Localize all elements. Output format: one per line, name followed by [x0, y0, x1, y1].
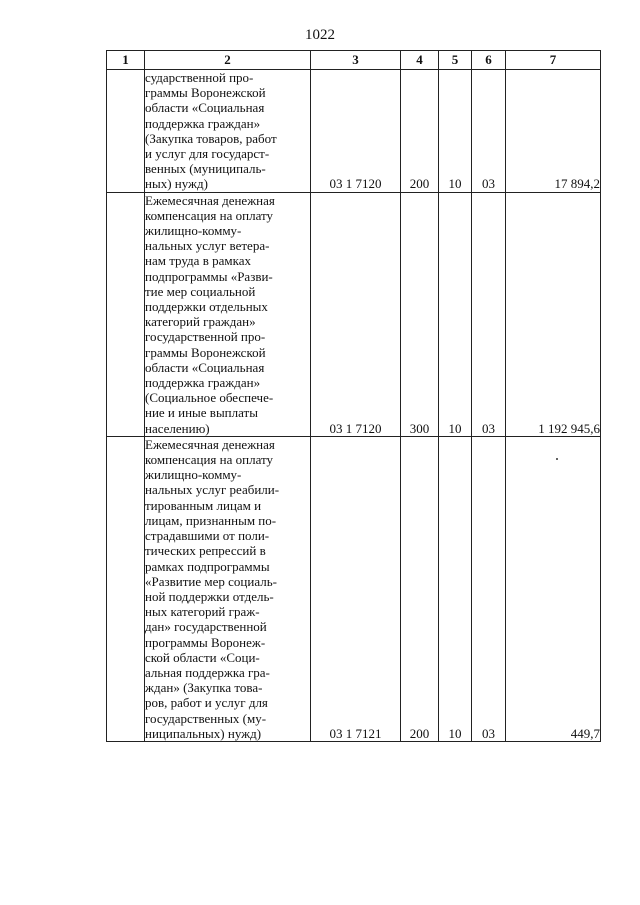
page-number: 1022 — [305, 27, 335, 43]
header-col-5: 5 — [439, 51, 472, 70]
description-line: ние и иные выплаты — [145, 405, 258, 421]
description-line: ров, работ и услуг для — [145, 695, 268, 711]
description-line: сударственной про- — [145, 70, 254, 85]
row-number-cell — [107, 436, 145, 741]
description-cell — [145, 436, 311, 741]
description-line: ных категорий граж- — [145, 604, 260, 620]
header-col-4: 4 — [401, 51, 439, 70]
description-line: альная поддержка гра- — [145, 664, 270, 680]
subsection-cell: 03 — [472, 70, 506, 193]
description-line: нальных услуг ветера- — [145, 238, 270, 254]
description-line: поддержки отдельных — [145, 299, 268, 315]
description-line: компенсация на оплату — [145, 207, 274, 223]
description-line: поддержка граждан» — [145, 115, 261, 131]
description-line: Ежемесячная денежная — [145, 192, 275, 208]
description-line: категорий граждан» — [145, 314, 256, 330]
amount-cell: 1 192 945,6 — [506, 192, 601, 436]
description-line: венных (муниципаль- — [145, 161, 266, 177]
description-line: тированным лицам и — [145, 497, 262, 513]
description-line: (Закупка товаров, работ — [145, 130, 277, 146]
program-code-cell: 03 1 7120 — [311, 70, 401, 193]
table-body — [107, 70, 601, 742]
budget-table — [106, 50, 601, 742]
description-cell — [145, 192, 311, 436]
description-line: лицам, признанным по- — [145, 512, 277, 528]
description-line: жилищно-комму- — [145, 467, 242, 483]
description-line: страдавшими от поли- — [145, 528, 270, 544]
row-number-cell — [107, 70, 145, 193]
description-line: тических репрессий в — [145, 543, 266, 559]
description-cell — [145, 70, 311, 193]
description-line: Ежемесячная денежная — [145, 436, 275, 452]
description-line: граммы Воронежской — [145, 344, 266, 360]
description-line: «Развитие мер социаль- — [145, 573, 277, 589]
description-line: граммы Воронежской — [145, 85, 266, 101]
section-cell: 10 — [439, 192, 472, 436]
expense-type-cell: 200 — [401, 436, 439, 741]
description-line: ждан» (Закупка това- — [145, 680, 263, 696]
description-line: тие мер социальной — [145, 283, 256, 299]
description-line: поддержка граждан» — [145, 375, 261, 391]
section-cell: 10 — [439, 436, 472, 741]
description-line: программы Воронеж- — [145, 634, 266, 650]
expense-type-cell: 300 — [401, 192, 439, 436]
description-line: компенсация на оплату — [145, 452, 274, 468]
header-col-1: 1 — [107, 51, 145, 70]
header-col-2: 2 — [145, 51, 311, 70]
description-line: нальных услуг реабили- — [145, 482, 280, 498]
description-line: ниципальных) нужд) — [145, 725, 262, 741]
subsection-cell: 03 — [472, 192, 506, 436]
description-line: области «Социальная — [145, 100, 265, 116]
description-line: ных) нужд) — [145, 176, 208, 192]
description-line: государственных (му- — [145, 710, 267, 726]
subsection-cell: 03 — [472, 436, 506, 741]
description-line: ной поддержки отдель- — [145, 588, 274, 604]
header-col-6: 6 — [472, 51, 506, 70]
description-line: области «Социальная — [145, 359, 265, 375]
program-code-cell: 03 1 7120 — [311, 192, 401, 436]
program-code-cell: 03 1 7121 — [311, 436, 401, 741]
header-row — [107, 51, 601, 70]
description-line: (Социальное обеспече- — [145, 390, 274, 406]
description-line: государственной про- — [145, 329, 266, 345]
description-line: населению) — [145, 420, 210, 436]
scan-speck — [556, 458, 558, 460]
table-row — [107, 436, 601, 741]
section-cell: 10 — [439, 70, 472, 193]
description-line: жилищно-комму- — [145, 223, 242, 239]
description-line: ской области «Соци- — [145, 649, 260, 665]
description-line: дан» государственной — [145, 619, 267, 635]
table-row — [107, 70, 601, 193]
expense-type-cell: 200 — [401, 70, 439, 193]
header-col-3: 3 — [311, 51, 401, 70]
description-line: и услуг для государст- — [145, 146, 270, 162]
amount-cell: 449,7 — [506, 436, 601, 741]
amount-cell: 17 894,2 — [506, 70, 601, 193]
description-line: подпрограммы «Разви- — [145, 268, 273, 284]
description-line: нам труда в рамках — [145, 253, 251, 269]
table-row — [107, 192, 601, 436]
description-line: рамках подпрограммы — [145, 558, 270, 574]
header-col-7: 7 — [506, 51, 601, 70]
row-number-cell — [107, 192, 145, 436]
